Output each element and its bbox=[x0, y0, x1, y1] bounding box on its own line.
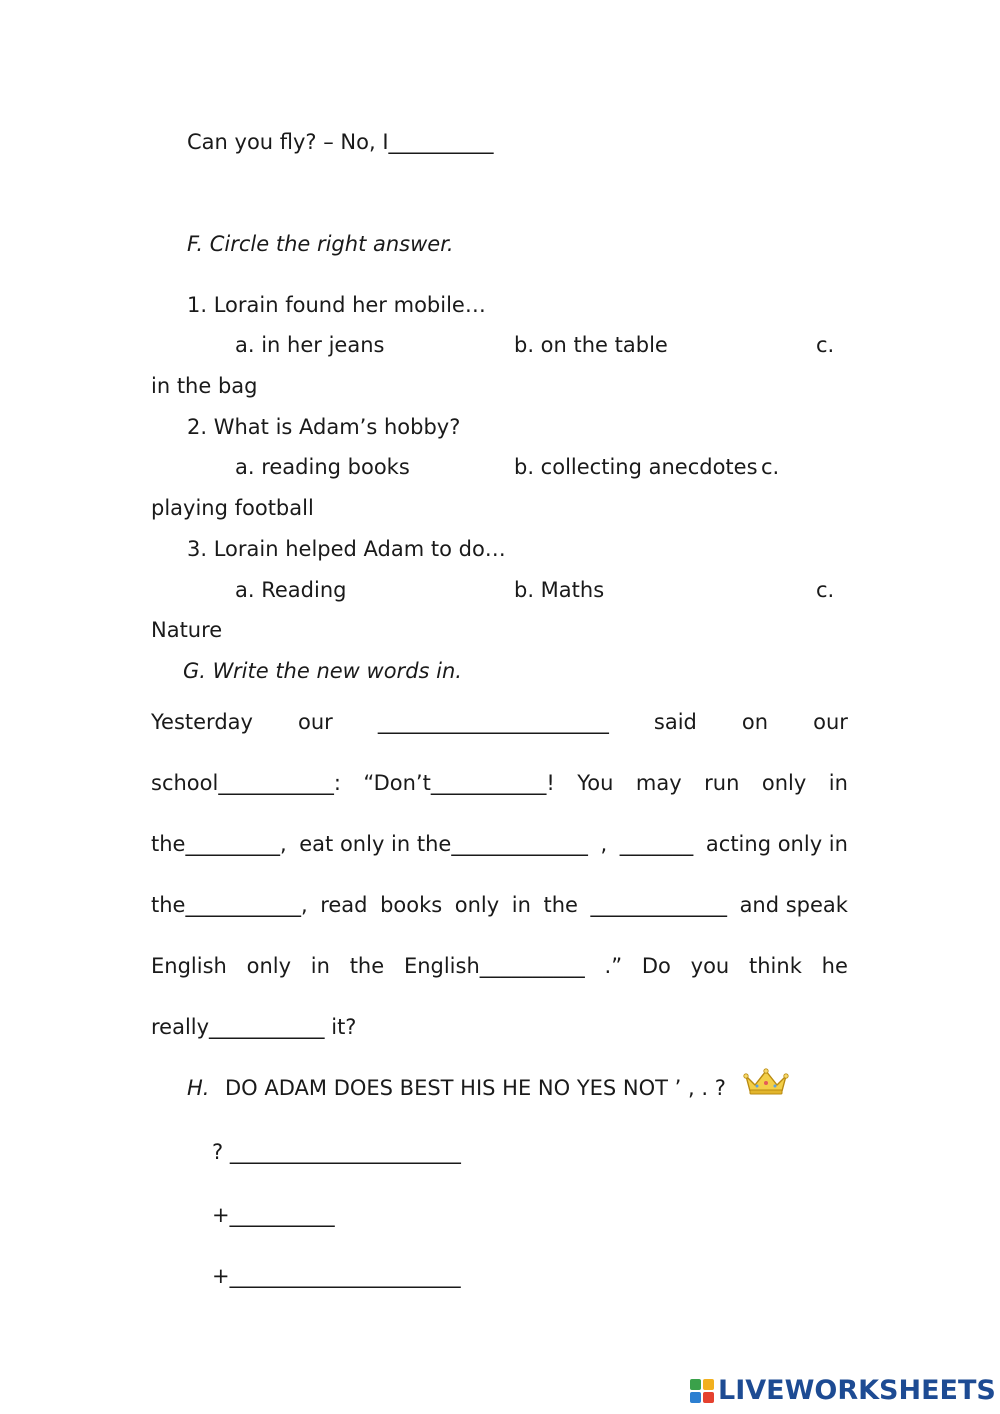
question-3-option-c-text[interactable]: Nature bbox=[151, 618, 223, 642]
question-1-option-b[interactable]: b. on the table bbox=[514, 333, 668, 357]
word: our bbox=[298, 710, 333, 734]
paragraph-line-3 bbox=[151, 834, 848, 855]
word: the bbox=[543, 893, 578, 917]
word: the bbox=[349, 954, 385, 978]
question-2: 2. What is Adam’s hobby? bbox=[187, 415, 461, 439]
question-3-option-c-letter[interactable]: c. bbox=[816, 578, 835, 602]
blank-field[interactable]: English__________ bbox=[403, 954, 585, 978]
question-1-option-a[interactable]: a. in her jeans bbox=[235, 333, 385, 357]
word: English bbox=[151, 954, 227, 978]
answer-line-positive-2[interactable]: +______________________ bbox=[212, 1264, 461, 1288]
word: acting only in bbox=[705, 832, 848, 856]
question-1-option-c-letter[interactable]: c. bbox=[816, 333, 835, 357]
word: You bbox=[577, 771, 614, 795]
question-1-option-c-text[interactable]: in the bag bbox=[151, 374, 258, 398]
word: read bbox=[320, 893, 368, 917]
blank-field[interactable]: the___________, bbox=[151, 893, 308, 917]
section-h-letter: H. bbox=[187, 1076, 210, 1100]
word: in bbox=[511, 893, 531, 917]
word: only bbox=[454, 893, 500, 917]
word: only bbox=[246, 954, 292, 978]
word: .” bbox=[604, 954, 623, 978]
answer-line-positive-1[interactable]: +__________ bbox=[212, 1203, 335, 1227]
question-2-option-c-text[interactable]: playing football bbox=[151, 496, 314, 520]
question-1: 1. Lorain found her mobile… bbox=[187, 293, 486, 317]
brand-name: LIVEWORKSHEETS bbox=[718, 1375, 996, 1406]
word: and speak bbox=[739, 893, 848, 917]
word: only bbox=[761, 771, 807, 795]
word: think bbox=[749, 954, 802, 978]
question-2-option-c-letter[interactable]: c. bbox=[761, 455, 780, 479]
blank-field[interactable]: “Don’t___________! bbox=[363, 771, 555, 795]
question-2-option-b[interactable]: b. collecting anecdotes bbox=[514, 455, 758, 479]
question-2-option-a[interactable]: a. reading books bbox=[235, 455, 410, 479]
word: run bbox=[704, 771, 740, 795]
paragraph-line-1 bbox=[151, 712, 848, 733]
blank-field[interactable]: eat only in the_____________ bbox=[299, 832, 588, 856]
word: books bbox=[380, 893, 443, 917]
question-3-option-a[interactable]: a. Reading bbox=[235, 578, 347, 602]
blank-field[interactable]: _______ bbox=[619, 832, 694, 856]
question-3: 3. Lorain helped Adam to do… bbox=[187, 537, 506, 561]
section-f-title: F. Circle the right answer. bbox=[187, 232, 454, 256]
blank-field[interactable]: school___________: bbox=[151, 771, 341, 795]
word: our bbox=[813, 710, 848, 734]
word: you bbox=[690, 954, 730, 978]
paragraph-line-6[interactable]: really___________ it? bbox=[151, 1015, 357, 1039]
blank-field[interactable]: the_________, bbox=[151, 832, 287, 856]
word: may bbox=[635, 771, 682, 795]
question-3-option-b[interactable]: b. Maths bbox=[514, 578, 605, 602]
paragraph-line-4 bbox=[151, 895, 848, 916]
section-h-words: DO ADAM DOES BEST HIS HE NO YES NOT ’ , . ? bbox=[225, 1076, 726, 1100]
word: Yesterday bbox=[151, 710, 253, 734]
word: Do bbox=[641, 954, 671, 978]
word: in bbox=[828, 771, 848, 795]
liveworksheets-logo-icon bbox=[690, 1379, 714, 1403]
word: said bbox=[653, 710, 697, 734]
question-fly: Can you fly? – No, I__________ bbox=[187, 130, 494, 154]
paragraph-line-5 bbox=[151, 956, 848, 977]
blank-field[interactable]: _____________ bbox=[590, 893, 727, 917]
paragraph-line-2 bbox=[151, 773, 848, 794]
liveworksheets-logo bbox=[690, 1377, 996, 1404]
section-g-title: G. Write the new words in. bbox=[183, 659, 462, 683]
word: in bbox=[310, 954, 330, 978]
crown-icon bbox=[743, 1068, 789, 1096]
blank-field[interactable]: ______________________ bbox=[377, 710, 609, 734]
answer-line-question[interactable]: ? ______________________ bbox=[212, 1140, 461, 1164]
word: on bbox=[741, 710, 769, 734]
word: he bbox=[821, 954, 848, 978]
word: , bbox=[600, 832, 608, 856]
